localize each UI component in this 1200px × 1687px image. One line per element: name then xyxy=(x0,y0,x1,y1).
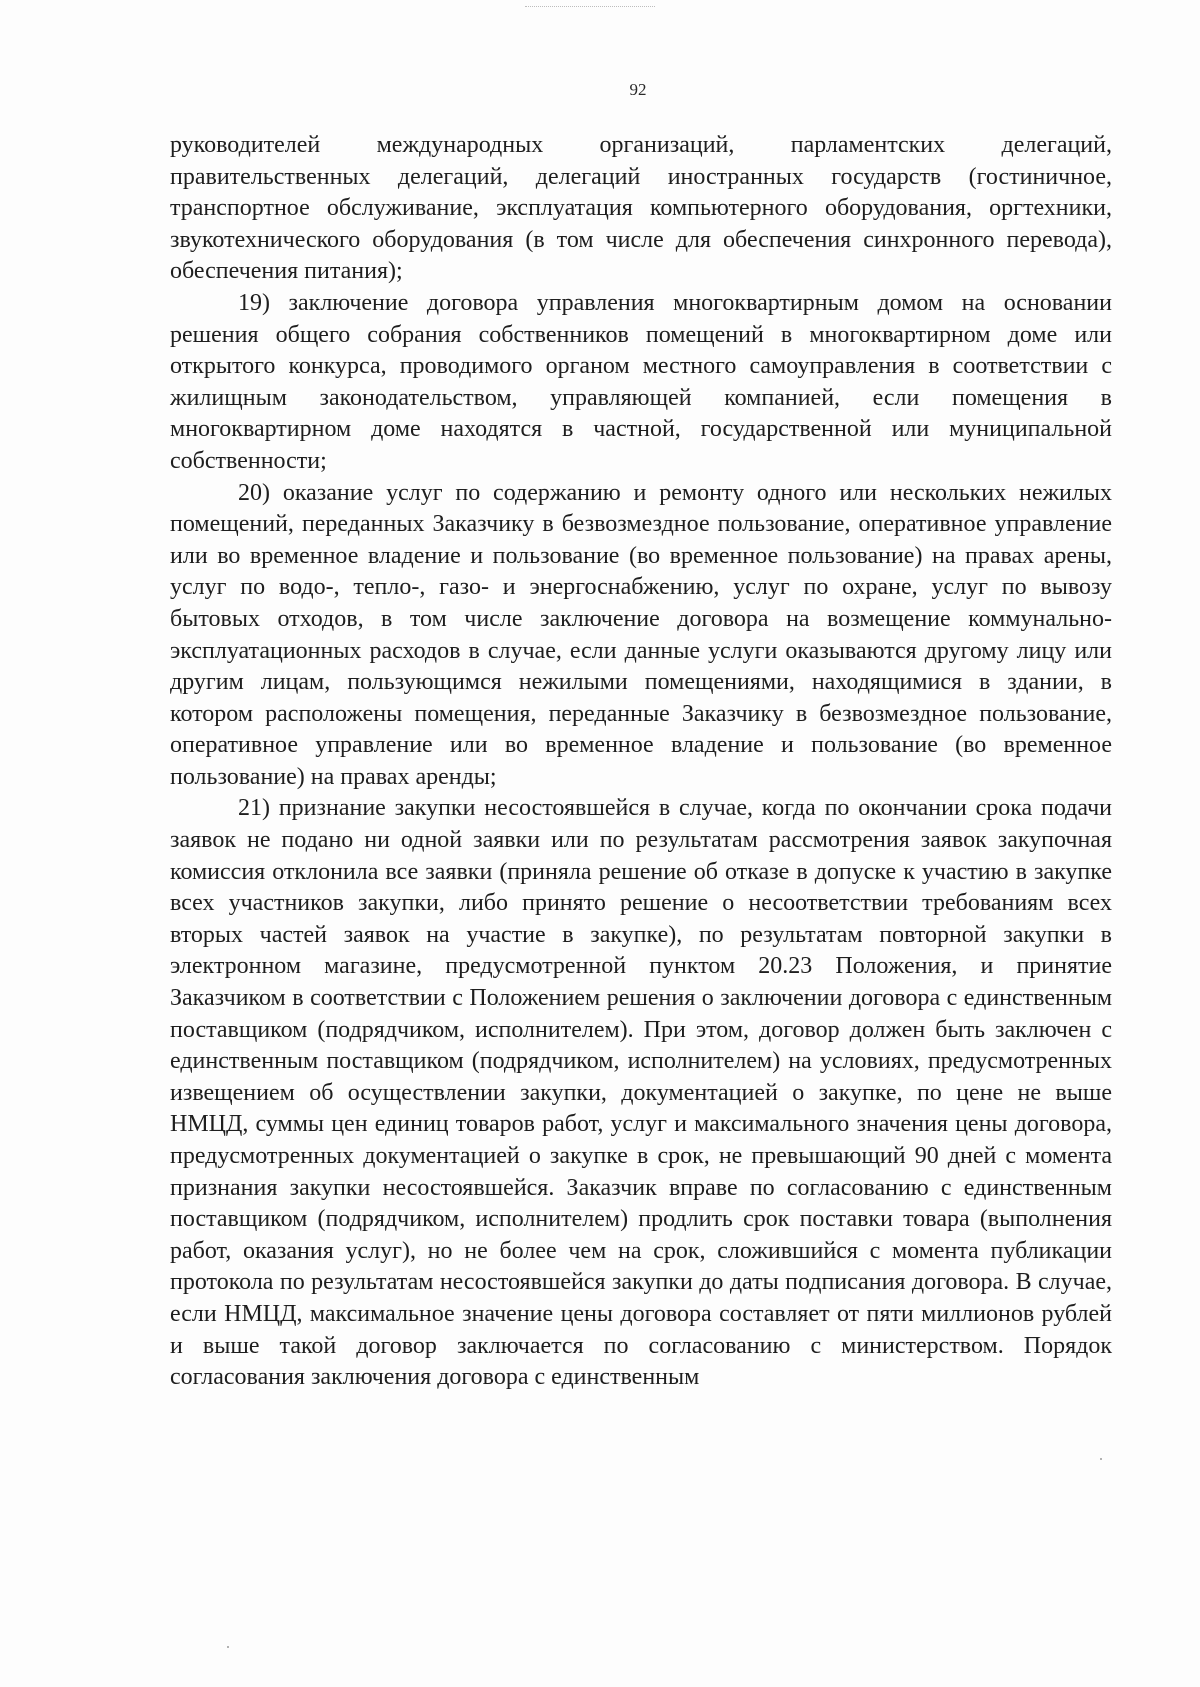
scan-speck xyxy=(227,1646,229,1648)
page-number: 92 xyxy=(629,80,647,99)
paragraph-item-20: 20) оказание услуг по содержанию и ремонту одного или нескольких нежилых помещений, переданных Заказчику в безвозмездное пользование, оперативное управление или во временное владение и пользование (во временное пользование) на правах арены, услуг по водо-, тепло-, газо- и энергоснабжению, услуг по охране, услуг по вывозу бытовых отходов, в том числе заключение договора на возмещение коммунально-эксплуатационных расходов в случае, если данные услуги оказываются другому лицу или другим лицам, пользующимся нежилыми помещениями, находящимися в здании, в котором расположены помещения, переданные Заказчику в безвозмездное пользование, оперативное управление или во временное владение и пользование (во временное пользование) на правах аренды; xyxy=(170,479,1112,790)
paragraph-item-19: 19) заключение договора управления многоквартирным домом на основании решения общего собрания собственников помещений в многоквартирном доме или открытого конкурса, проводимого органом местного самоуправления в соответствии с жилищным законодательством, управляющей компанией, если помещения в многоквартирном доме находятся в частной, государственной или муниципальной собственности; xyxy=(170,289,1112,474)
paragraph-item-21: 21) признание закупки несостоявшейся в случае, когда по окончании срока подачи заявок не подано ни одной заявки или по результатам рассмотрения заявок закупочная комиссия отклонила все заявки (приняла решение об отказе в допуске к участию в закупке всех участников закупки, либо принято решение о несоответствии требованиям всех вторых частей заявок на участие в закупке), по результатам повторной закупки в электронном магазине, предусмотренной пунктом 20.23 Положения, и принятие Заказчиком в соответствии с Положением решения о заключении договора с единственным поставщиком (подрядчиком, исполнителем). При этом, договор должен быть заключен с единственным поставщиком (подрядчиком, исполнителем) на условиях, предусмотренных извещением об осуществлении закупки, документацией о закупке, по цене не выше НМЦД, суммы цен единиц товаров работ, услуг и максимального значения цены договора, предусмотренных документацией о закупке в срок, не превышающий 90 дней с момента признания закупки несостоявшейся. Заказчик вправе по согласованию с единственным поставщиком (подрядчиком, исполнителем) продлить срок поставки товара (выполнения работ, оказания услуг), но не более чем на срок, сложившийся с момента публикации протокола по результатам несостоявшейся закупки до даты подписания договора. В случае, если НМЦД, максимальное значение цены договора составляет от пяти миллионов рублей и выше такой договор заключается по согласованию с министерством. Порядок согласования заключения договора с единственным xyxy=(170,795,1112,1391)
document-text xyxy=(170,130,1112,1394)
scan-artifact xyxy=(525,6,655,10)
paragraph-continuation: руководителей международных организаций, парламентских делегаций, правительственных делегаций, делегаций иностранных государств (гостиничное, транспортное обслуживание, эксплуатация компьютерного оборудования, оргтехники, звукотехнического оборудования (в том числе для обеспечения синхронного перевода), обеспечения питания); xyxy=(170,132,1112,285)
scan-speck xyxy=(1100,1458,1102,1460)
